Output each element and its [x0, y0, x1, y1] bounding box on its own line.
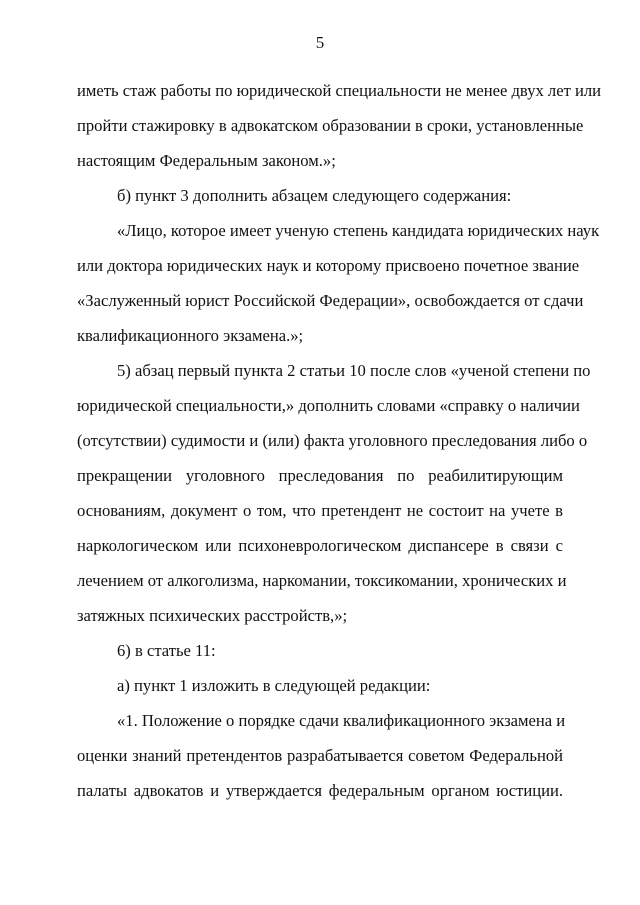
text-line: квалификационного экзамена.»;	[77, 326, 304, 345]
text-line: палаты адвокатов и утверждается федеральным органом юстиции.	[77, 781, 563, 800]
text-line: настоящим Федеральным законом.»;	[77, 151, 336, 170]
text-line: или доктора юридических наук и которому присвоено почетное звание	[77, 256, 580, 275]
text-line: наркологическом или психоневрологическом диспансере в связи с	[77, 536, 563, 555]
text-line: «Лицо, которое имеет ученую степень кандидата юридических наук	[117, 221, 600, 240]
text-line: оценки знаний претендентов разрабатывается советом Федеральной	[77, 746, 563, 765]
text-line: юридической специальности,» дополнить словами «справку о наличии	[77, 396, 580, 415]
text-line: лечением от алкоголизма, наркомании, токсикомании, хронических и	[77, 571, 567, 590]
page-number: 5	[315, 33, 325, 52]
text-line: 6) в статье 11:	[117, 641, 216, 660]
text-line: б) пункт 3 дополнить абзацем следующего содержания:	[117, 186, 512, 205]
text-line: а) пункт 1 изложить в следующей редакции:	[117, 676, 431, 695]
text-line: пройти стажировку в адвокатском образовании в сроки, установленные	[77, 116, 584, 135]
text-line: (отсутствии) судимости и (или) факта уголовного преследования либо о	[77, 431, 588, 450]
text-line: основаниям, документ о том, что претендент не состоит на учете в	[77, 501, 563, 520]
text-line: «Заслуженный юрист Российской Федерации», освобождается от сдачи	[77, 291, 584, 310]
text-line: иметь стаж работы по юридической специальности не менее двух лет или	[77, 81, 602, 100]
text-line: «1. Положение о порядке сдачи квалификационного экзамена и	[117, 711, 566, 730]
text-line: прекращении уголовного преследования по реабилитирующим	[77, 466, 563, 485]
text-line: 5) абзац первый пункта 2 статьи 10 после слов «ученой степени по	[117, 361, 591, 380]
text-line: затяжных психических расстройств,»;	[77, 606, 348, 625]
